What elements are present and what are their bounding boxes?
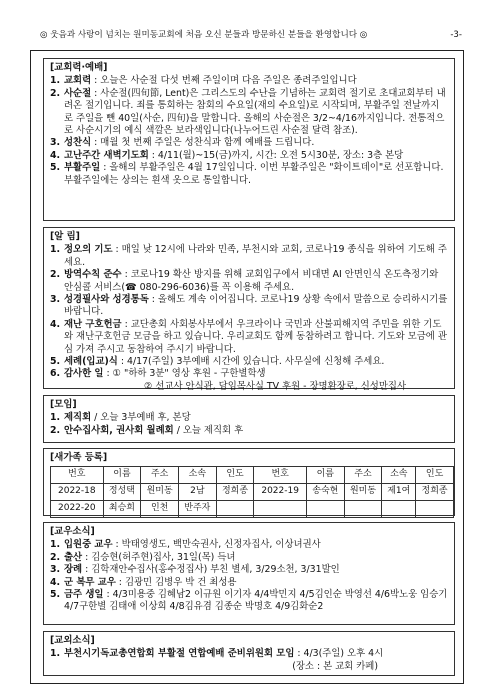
- welcome-message: ◎ 웃음과 사랑이 넘치는 원미동교회에 처음 오신 분들과 방문하신 분들을 환영합니다 ◎: [40, 30, 368, 40]
- worship-section: [43, 58, 455, 221]
- section-title: [교외소식]: [50, 635, 95, 646]
- section-title: [새가족 등록]: [50, 452, 108, 463]
- list-item: 2. 사순절 : 사순절(四旬節, Lent)은 그리스도의 수난을 기념하는 교회력 절기로 초대교회부터 내려온 절기입니다. 죄를 통회하는 참회의 수요일(재의 수요일)로 시작되며, 부활주일 전날까지로 주일을 뺀 40일(사순, 四旬)을 말합니다. 올해의 사순절은 3/2~4/16까지입니다. 전통적으로 사순시기의 예식 색깔은 보라색입니다(나누어드린 사순절 달력 참조).: [50, 87, 446, 137]
- list-item: 4. 재난 구호헌금 : 교단총회 사회봉사부에서 우크라이나 국민과 산불피해지역 주민을 위한 기도와 재난구호헌금 모금을 하고 있습니다. 우리교회도 함께 동참하려고 합니다. 기도와 모금에 관심 가져 주시고 동참하여 주시기 바랍니다.: [50, 318, 447, 355]
- list-item: 1. 정오의 기도 : 매일 낮 12시에 나라와 민족, 부천시와 교회, 코로나19 종식을 위하여 기도해 주세요.: [50, 244, 447, 268]
- list-item: 6. 감사한 일 : ① "하하 3분" 영상 후원 - 구한별학생: [50, 368, 266, 380]
- meetings-section: [43, 395, 455, 443]
- list-item: 1. 제직회 / 오늘 3부예배 후, 본당: [50, 412, 191, 424]
- list-item: 5. 세례(입교)식 : 4/17(주일) 3부예배 시간에 있습니다. 사무실에 신청해 주세요.: [50, 356, 385, 368]
- page-number: -3-: [450, 30, 462, 40]
- list-item: 1. 부천시기독교총연합회 부활절 연합예배 준비위원회 모임 : 4/3(주일) 오후 4시: [50, 648, 384, 660]
- list-item: 1. 입원중 교우 : 박태영생도, 백만숙권사, 신정자집사, 이상녀권사: [50, 539, 321, 551]
- list-item: 5. 금주 생일 : 4/3미용중 김혜남2 이규원 이기자 4/4박민지 4/5김인순 박영선 4/6박노웅 임승기 4/7구한별 김태애 이상희 4/8김유겸 김종순 박명호 4/9김화순2: [50, 589, 448, 613]
- page-header: [40, 30, 462, 41]
- list-item: 2. 안수집사회, 권사회 월례회 / 오늘 제직회 후: [50, 424, 244, 436]
- notices-section: [43, 227, 455, 392]
- list-item: 2. 출산 : 김승현(허주현)집사, 31일(목) 득녀: [50, 551, 236, 563]
- list-item: 4. 군 복무 교우 : 김광민 김병우 박 건 최성용: [50, 576, 237, 588]
- table-header-row: 번호 이름 주소 소속 인도 번호 이름 주소 소속 인도: [51, 467, 454, 484]
- table-row: 2022-20 최승희 인천 반주자: [51, 501, 454, 518]
- list-item: ② 선교사 안식관, 담임목사실 TV 후원 - 장명환장로, 신성만집사: [144, 380, 407, 392]
- list-item: 5. 부활주일 : 올해의 부활주일은 4월 17일입니다. 이번 부활주일은 "화이트데이"로 선포합니다. 부활주일에는 상의는 흰색 옷으로 통일합니다.: [50, 162, 444, 186]
- outside-news-section: [43, 631, 455, 676]
- section-title: [알 림]: [50, 231, 80, 242]
- list-item: 3. 성경필사와 성경통독 : 올해도 계속 이어집니다. 코로나19 상황 속에서 말씀으로 승리하시기를 바랍니다.: [50, 294, 448, 318]
- new-family-section: [43, 448, 455, 516]
- section-title: [교우소식]: [50, 526, 95, 537]
- list-item: 2. 방역수칙 준수 : 코로나19 확산 방지를 위해 교회입구에서 비대면 AI 안면인식 온도측정기와 안심콜 서비스(☎ 080-296-6036)를 꼭 이용해 주세요.: [50, 269, 439, 293]
- section-title: [교회력·예배]: [50, 62, 108, 73]
- section-title: [모임]: [50, 399, 77, 410]
- list-item: 4. 고난주간 새벽기도회 : 4/11(월)~15(금)까지, 시간: 오전 5시30분, 장소: 3층 본당: [50, 149, 404, 161]
- new-family-table: [50, 466, 454, 518]
- table-row: 2022-18 정성택 원미동 2남 정희종 2022-19 송숙현 원미동 제1여 정희종: [51, 484, 454, 501]
- meeting-place: (장소 : 본 교회 카페): [292, 660, 378, 672]
- list-item: 3. 성찬식 : 매월 첫 번째 주일은 성찬식과 함께 예배를 드립니다.: [50, 137, 315, 149]
- content-frame: [30, 50, 464, 684]
- list-item: 1. 교회력 : 오늘은 사순절 다섯 번째 주일이며 다음 주일은 종려주일입니다: [50, 75, 357, 87]
- list-item: 3. 장례 : 김학재안수집사(홍수정집사) 부친 별세, 3/29소천, 3/31발인: [50, 564, 340, 576]
- fellowship-news-section: [43, 522, 455, 625]
